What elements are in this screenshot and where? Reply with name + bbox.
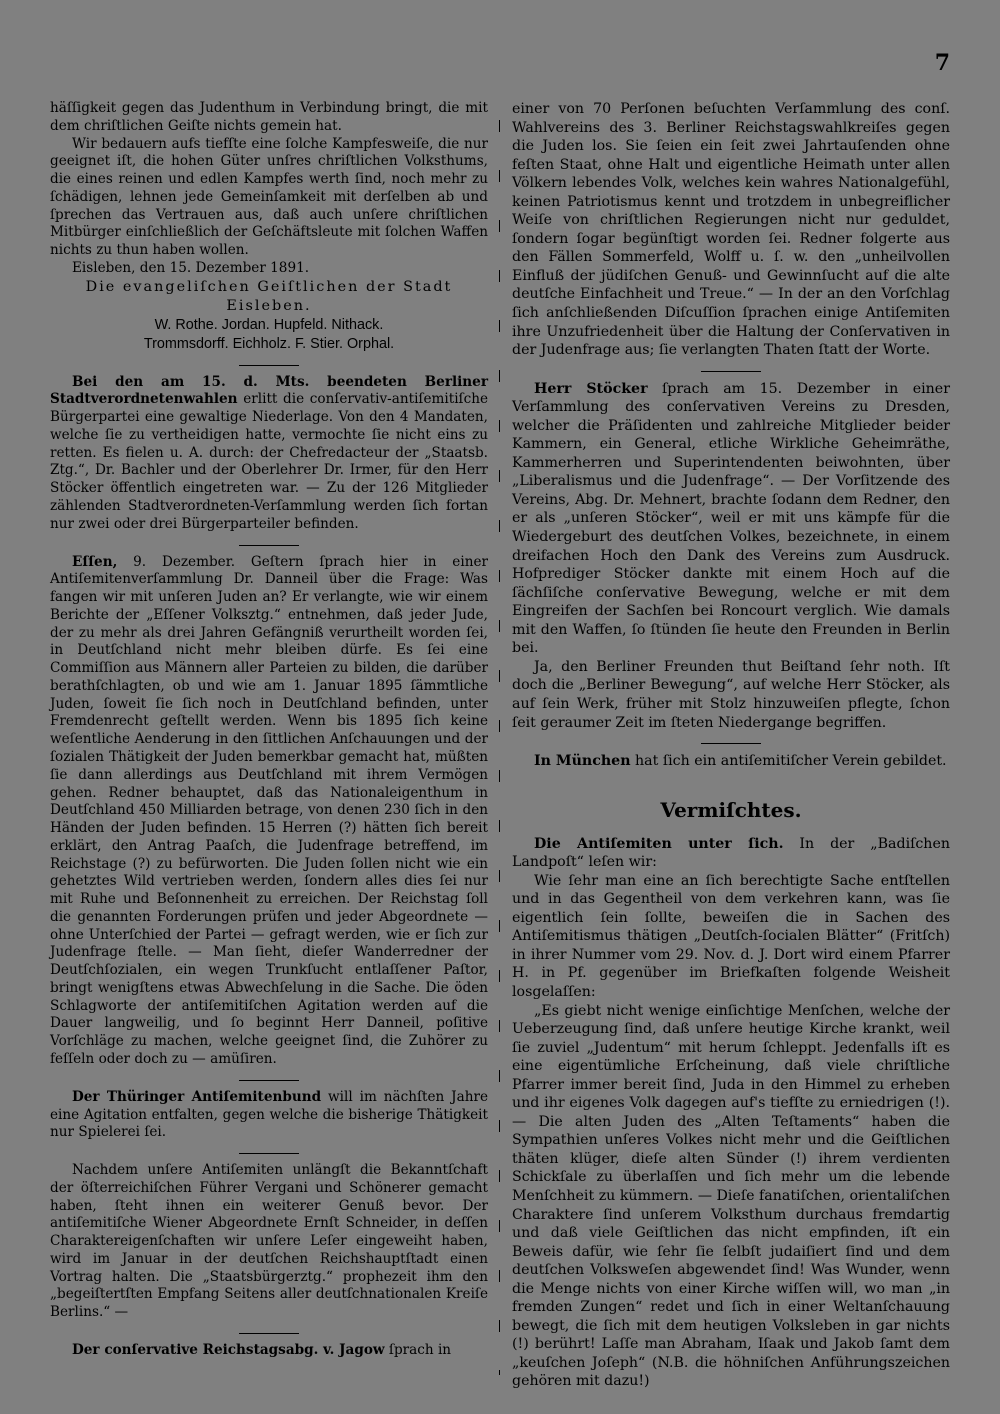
- item-body: ſprach am 15. Dezember in einer Verſammlung des conſervativen Vereins zu Dresden, welcher die Präſidenten und zahlreiche Mitglieder beider Kammern, ein General, etliche Wirkliche Geheimräthe, Kammerherren und Superintendenten beiwohnten, über „Liberalismus und die Judenfrage“. — Der Vorſitzende des Vereins, Abg. Dr. Mehnert, brachte ſodann dem Redner, den er als „unſeren Stöcker“, weil er mit uns kämpfe für die Wiedergeburt des deutſchen Volkes, bezeichnete, in einem dreifachen Hoch den Dank des Vereins zum Ausdruck. Hofprediger Stöcker dankte mit einem Hoch auf die ſächſiſche conſervative Bewegung, welche er mit dem Eingreifen der Sachſen bei Roncourt verglich. Wie damals mit den Waffen, ſo ſtünden ſie heute den Freunden in Berlin bei.: [512, 380, 950, 657]
- article-paragraph: Ja, den Berliner Freunden thut Beiſtand ſehr noth. Iſt doch die „Berliner Bewegung“, auf welche Herr Stöcker, als auf ſein Werk, früher mit Stolz hinzuweiſen pflegte, ſchon ſeit geraumer Zeit im ſteten Niedergange begriffen.: [512, 658, 950, 731]
- article-continuation: einer von 70 Perſonen beſuchten Verſammlung des conſ. Wahlvereins des 3. Berliner Reichstagswahlkreiſes gegen die Juden los. Sie ſeien ein ſeit zwei Jahrtauſenden ohne feſten Staat, ohne Halt und eigentliche Heimath unter allen Völkern lebendes Volk, welches kein wahres Nationalgefühl, keinen Patriotismus kennt und trotzdem in unbegreiflicher Weiſe von chriſtlichen Regierungen nicht nur geduldet, ſondern ſogar begünſtigt worden ſei. Redner folgerte aus den Fällen Sommerfeld, Wolff u. ſ. w. den „unheilvollen Einfluß der jüdiſchen Genuß- und Gewinnſucht auf die alte deutſche Einfachheit und Treue.“ — In der an den Vorſchlag ſich anſchließenden Diſcuſſion ſprachen einige Antiſemiten ihre Unzufriedenheit über die Haltung der Conſervativen in der Judenfrage aus; ſie verlangten Thaten ſtatt der Worte.: [512, 101, 950, 359]
- section-heading: Vermiſchtes.: [660, 797, 802, 822]
- item-lead: Der Thüringer Antiſemitenbund: [72, 1088, 322, 1105]
- item-lead: Eſſen,: [72, 553, 118, 570]
- news-item-munich: [512, 752, 950, 771]
- separator: [50, 538, 488, 552]
- left-column: [50, 100, 488, 1360]
- article-paragraph: Wir bedauern aufs tiefſte eine ſolche Kampfesweiſe, die nur geeignet iſt, die hohen Güter unſres chriſtlichen Volksthums, die eines reinen und edlen Kampfes werth ſind, noch mehr zu ſchädigen, lehnen jede Gemeinſamkeit mit derſelben ab und ſprechen das Vertrauen aus, daß auch unſere chriſtlichen Mitbürger einſchließlich der Geſchäftsleute mit ſolchen Waffen nichts zu thun haben wollen.: [50, 135, 488, 259]
- item-lead: In München: [534, 753, 631, 770]
- news-item-berlin: [50, 374, 488, 534]
- item-lead: Herr Stöcker: [534, 380, 648, 397]
- separator: [50, 1073, 488, 1087]
- item-lead: Bei den am 15. d. Mts. beendeten Berliner Stadtverordnetenwahlen: [50, 373, 488, 408]
- signature-names: Trommsdorff. Eichholz. F. Stier. Orphal.: [143, 335, 395, 352]
- separator: [50, 1146, 488, 1160]
- separator: [512, 736, 950, 750]
- separator: [512, 364, 950, 378]
- article-paragraph: Wie ſehr man eine an ſich berechtigte Sache entſtellen und in das Gegentheil von dem verkehren kann, was ſie eigentlich ſein ſollte, beweiſen die in Sachen des Antiſemitismus thätigen „Deutſch-ſocialen Blätter“ (Fritſch) in ihrer Nummer vom 29. Nov. d. J. Dort wird einem Pfarrer H. in Pf. gegenüber im Briefkaſten folgende Weisheit losgelaſſen:: [512, 872, 950, 1000]
- item-body: hat ſich ein antiſemitiſcher Verein gebildet.: [630, 753, 947, 770]
- item-body: erlitt die conſervativ-antiſemitiſche Bürgerpartei eine gewaltige Niederlage. Von den 4 Mandaten, welche ſie zu vertheidigen hatte, vermochte ſie nicht eins zu retten. Es fielen u. A. durch: der Chefredacteur der „Staatsb. Ztg.“, Dr. Bachler und der Oberlehrer Dr. Irmer, für den Herr Stöcker öffentlich eingetreten war. — Zu der 126 Mitglieder zählenden Stadtverordneten-Verſammlung werden ſich fortan nur zwei oder drei Bürgerparteiler befinden.: [50, 391, 488, 532]
- signature-title: Die evangeliſchen Geiſtlichen der Stadt Eisleben.: [85, 278, 453, 314]
- news-item-thueringen: [50, 1089, 488, 1142]
- item-body: In der „Badiſchen Landpoſt“ leſen wir:: [512, 835, 950, 871]
- item-body: 9. Dezember. Geſtern ſprach hier in einer Antiſemitenverſammlung Dr. Danneil über die Frage: Was fangen wir mit unſeren Juden an? Er verlangte, wie wir einem Berichte der „Eſſener Volksztg.“ entnehmen, daß jeder Jude, der zu mehr als drei Jahren Gefängniß verurtheilt worden ſei, in Deutſchland nicht mehr bleiben dürfe. Es ſei eine Commiſſion aus Männern aller Parteien zu bilden, die darüber berathſchlagten, ob und wie am 1. Januar 1895 ſämmtliche Juden, ſoweit ſie ſich noch in Deutſchland befinden, unter Fremdenrecht geſtellt werden. Wenn bis 1895 ſich keine weſentliche Aenderung in den ſittlichen Anſchauungen und der ſozialen Thätigkeit der Juden bemerkbar gemacht hat, müßten ſie dann allerdings aus Deutſchland mit ihrem Vermögen gehen. Redner behauptet, daß das Nationaleigenthum in Deutſchland 450 Milliarden betrage, von denen 230 ſich in den Händen der Juden befinden. 15 Herren (?) hätten ſich bereit erklärt, den Antrag Paaſch, die Judenfrage betreffend, im Reichstage (?) zu befürworten. Die Juden ſollen nicht wie ein gehetztes Wild vertrieben werden, ſondern alles dies ſei nur mit Ruhe und Beſonnenheit zu erreichen. Der Reichstag ſoll die genannten Forderungen prüfen und jeder Abgeordnete — ohne Unterſchied der Partei — gefragt werden, wie er ſich zur Judenfrage ſtelle. — Man ſieht, dieſer Wanderredner der Deutſchſozialen, ein wegen Trunkſucht entlaſſener Paſtor, bringt wenigſtens etwas Abwechſelung in die Sache. Die öden Schlagworte der antiſemitiſchen Agitation werden auf die Dauer langweilig, und ſo beginnt Herr Danneil, poſitive Vorſchläge zu machen, welche geeignet ſind, die Zuhörer zu feſſeln oder doch zu — amüſiren.: [50, 553, 488, 1067]
- news-item-vermischtes: [512, 835, 950, 872]
- page-number: 7: [934, 50, 950, 76]
- signature-names: W. Rothe. Jordan. Hupfeld. Nithack.: [154, 316, 384, 333]
- separator: [50, 1326, 488, 1340]
- right-column: [512, 100, 950, 1391]
- separator: [50, 358, 488, 372]
- item-lead: Der conſervative Reichstagsabg. v. Jagow: [72, 1341, 385, 1358]
- dateline: Eisleben, den 15. Dezember 1891.: [72, 259, 310, 276]
- quoted-paragraph: „Es giebt nicht wenige einſichtige Menſchen, welche der Ueberzeugung ſind, daß unſere heutige Kirche krankt, weil ſie zuviel „Judentum“ mit herum ſchleppt. Jedenfalls iſt es eine eigentümliche Erſcheinung, daß viele chriſtliche Pfarrer immer bereit ſind, Juda in den Himmel zu erheben und ihr eigenes Volk dagegen auf's tiefſte zu erniedrigen (!). — Die alten Juden des „Alten Teſtaments“ haben die Sympathien unſeres Volkes nicht mehr und die Geiſtlichen thäten klüger, dieſe alten Sünder (!) ihrem verdienten Schickſale zu überlaſſen und ſich mehr um die lebende Menſchheit zu kümmern. — Dieſe fanatiſchen, orientaliſchen Charaktere ſind unſerem Volksthum durchaus fremdartig und daß viele Geiſtlichen das nicht empfinden, iſt ein Beweis dafür, wie ſehr ſie ſelbſt judaiſiert ſind und dem deutſchen Volksweſen abgewendet ſind! Was Wunder, wenn die Menge nichts von einer Kirche wiſſen will, wo man „in fremden Zungen“ redet und ſich in einer Weltanſchauung bewegt, die ſich mit dem heutigen Volksleben in gar nichts (!) berührt! Laſſe man Abraham, Iſaak und Jakob ſamt dem „keuſchen Joſeph“ (N.B. die höhniſchen Anführungszeichen gehören mit dazu!): [512, 1002, 950, 1390]
- column-divider: [499, 120, 500, 1375]
- news-item-stoecker: [512, 380, 950, 658]
- item-lead: Die Antiſemiten unter ſich.: [534, 835, 784, 852]
- item-body: ſprach in: [384, 1341, 452, 1358]
- news-item-essen: [50, 554, 488, 1069]
- signature-block: [50, 278, 488, 354]
- article-continuation: häſſigkeit gegen das Judenthum in Verbindung bringt, die mit dem chriſtlichen Geiſte nichts gemein hat.: [50, 100, 488, 134]
- news-item-jagow: [50, 1342, 488, 1360]
- news-item-vienna: Nachdem unſere Antiſemiten unlängſt die Bekanntſchaft der öſterreichiſchen Führer Vergani und Schönerer gemacht haben, ſteht ihnen ein weiterer Genuß bevor. Der antiſemitiſche Wiener Abgeordnete Ernſt Schneider, in deſſen Charaktereigenſchaften wir unſere Leſer eingeweiht haben, wird im Januar in der deutſchen Reichshauptſtadt einen Vortrag halten. Die „Staatsbürgerztg.“ prophezeit ihm den „begeiſtertſten Empfang Seitens aller deutſchnationalen Kreiſe Berlins.“ —: [50, 1162, 488, 1321]
- item-body: will im nächſten Jahre eine Agitation entfalten, gegen welche die bisherige Thätigkeit nur Spielerei ſei.: [50, 1088, 488, 1141]
